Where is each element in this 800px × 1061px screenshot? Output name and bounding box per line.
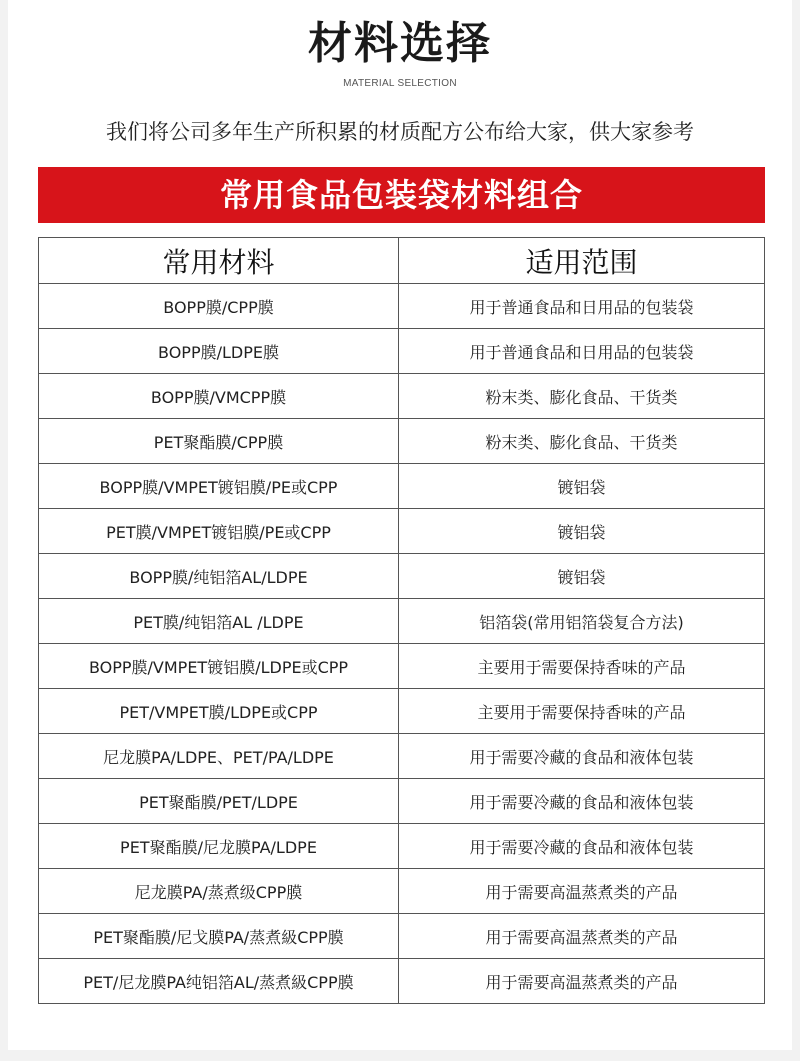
table-row	[39, 464, 765, 509]
table-row	[39, 329, 765, 374]
material-cell: PET/VMPET膜/LDPE或CPP	[39, 689, 399, 734]
table-row	[39, 689, 765, 734]
column-header-material: 常用材料	[39, 238, 399, 284]
scope-cell: 粉末类、膨化食品、干货类	[399, 419, 765, 464]
scope-cell: 用于需要高温蒸煮类的产品	[399, 869, 765, 914]
scope-cell: 镀铝袋	[399, 509, 765, 554]
scope-cell: 主要用于需要保持香味的产品	[399, 689, 765, 734]
scope-cell: 用于需要冷藏的食品和液体包装	[399, 734, 765, 779]
material-cell: BOPP膜/LDPE膜	[39, 329, 399, 374]
table-row	[39, 554, 765, 599]
page	[8, 0, 792, 1050]
material-cell: PET膜/纯铝箔AL /LDPE	[39, 599, 399, 644]
material-cell: PET聚酯膜/CPP膜	[39, 419, 399, 464]
scope-cell: 用于需要高温蒸煮类的产品	[399, 959, 765, 1004]
table-row	[39, 644, 765, 689]
table-row	[39, 284, 765, 329]
table-row	[39, 869, 765, 914]
table-row	[39, 914, 765, 959]
column-header-scope: 适用范围	[399, 238, 765, 284]
material-cell: PET聚酯膜/尼戈膜PA/蒸煮級CPP膜	[39, 914, 399, 959]
scope-cell: 粉末类、膨化食品、干货类	[399, 374, 765, 419]
material-cell: PET/尼龙膜PA纯铝箔AL/蒸煮級CPP膜	[39, 959, 399, 1004]
material-cell: BOPP膜/VMPET镀铝膜/PE或CPP	[39, 464, 399, 509]
scope-cell: 用于普通食品和日用品的包装袋	[399, 329, 765, 374]
table-row	[39, 734, 765, 779]
scope-cell: 用于普通食品和日用品的包装袋	[399, 284, 765, 329]
page-subtitle: MATERIAL SELECTION	[343, 78, 457, 89]
page-title: 材料选择	[308, 18, 492, 69]
intro-text: 我们将公司多年生产所积累的材质配方公布给大家，供大家参考	[106, 120, 694, 144]
material-cell: BOPP膜/CPP膜	[39, 284, 399, 329]
scope-cell: 用于需要高温蒸煮类的产品	[399, 914, 765, 959]
material-cell: PET膜/VMPET镀铝膜/PE或CPP	[39, 509, 399, 554]
scope-cell: 镀铝袋	[399, 464, 765, 509]
scope-cell: 用于需要冷藏的食品和液体包装	[399, 779, 765, 824]
table-row	[39, 374, 765, 419]
table-row	[39, 824, 765, 869]
material-cell: 尼龙膜PA/LDPE、PET/PA/LDPE	[39, 734, 399, 779]
scope-cell: 铝箔袋(常用铝箔袋复合方法)	[399, 599, 765, 644]
material-cell: PET聚酯膜/尼龙膜PA/LDPE	[39, 824, 399, 869]
scope-cell: 镀铝袋	[399, 554, 765, 599]
material-cell: 尼龙膜PA/蒸煮级CPP膜	[39, 869, 399, 914]
table-body	[39, 284, 765, 1004]
materials-table	[38, 237, 765, 1004]
material-cell: BOPP膜/VMCPP膜	[39, 374, 399, 419]
material-cell: BOPP膜/VMPET镀铝膜/LDPE或CPP	[39, 644, 399, 689]
table-row	[39, 509, 765, 554]
scope-cell: 主要用于需要保持香味的产品	[399, 644, 765, 689]
table-row	[39, 779, 765, 824]
section-banner: 常用食品包装袋材料组合	[38, 167, 765, 223]
table-row	[39, 419, 765, 464]
material-cell: BOPP膜/纯铝箔AL/LDPE	[39, 554, 399, 599]
table-row	[39, 959, 765, 1004]
material-cell: PET聚酯膜/PET/LDPE	[39, 779, 399, 824]
table-header-row	[39, 238, 765, 284]
scope-cell: 用于需要冷藏的食品和液体包装	[399, 824, 765, 869]
table-row	[39, 599, 765, 644]
